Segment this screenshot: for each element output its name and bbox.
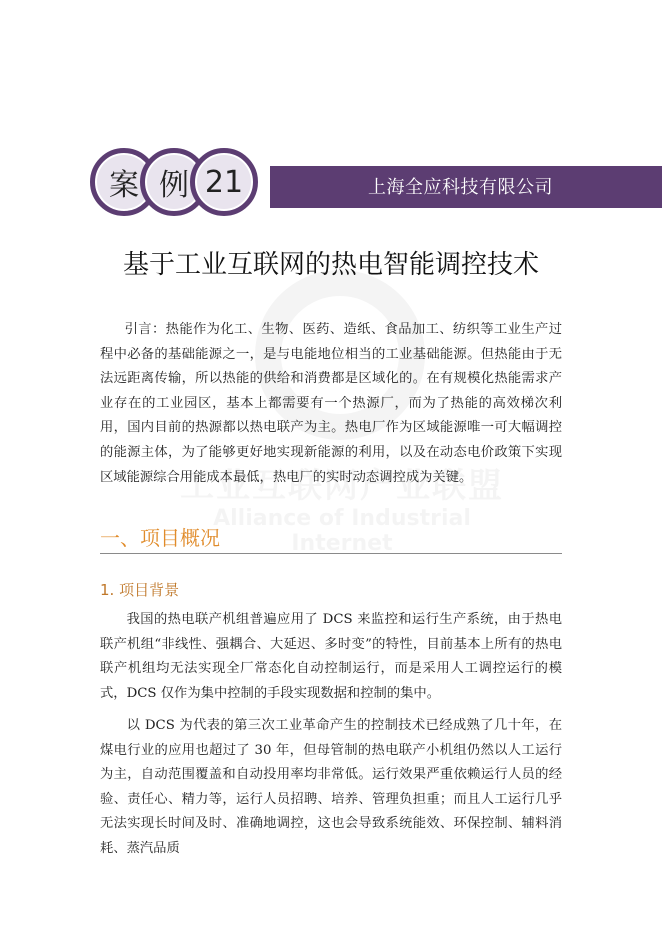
intro-paragraph: 引言：热能作为化工、生物、医药、造纸、食品加工、纺织等工业生产过程中必备的基础能源之一，是与电能地位相当的工业基础能源。但热能由于无法远距离传输，所以热能的供给和消费都是区域化的。在有规模化热能需求产业存在的工业园区，基本上都需要有一个热源厂，而为了热能的高效梯次利用，国内目前的热源都以热电联产为主。热电厂作为区域能源唯一可大幅调控的能源主体，为了能够更好地实现新能源的利用，以及在动态电价政策下实现区域能源综合用能成本最低，热电厂的实时动态调控成为关键。 [100, 322, 562, 485]
watermark-english [172, 506, 512, 556]
case-char-circle: 案 [90, 148, 158, 216]
case-number-circle: 21 [190, 148, 258, 216]
company-name: 上海全应科技有限公司 [368, 177, 553, 198]
section-divider [100, 553, 562, 554]
case-badge [90, 148, 255, 216]
page-title: 基于工业互联网的热电智能调控技术 [122, 250, 539, 280]
body-paragraph: 我国的热电联产机组普遍应用了 DCS 来监控和运行生产系统，由于热电联产机组“非线性、强耦合、大延迟、多时变”的特性，目前基本上所有的热电联产机组均无法实现全厂常态化自动控制运行，而是采用人工调控运行的模式，DCS 仅作为集中控制的手段实现数据和控制的集中。 [100, 612, 562, 701]
section-heading: 一、项目概况 [100, 526, 220, 550]
body-paragraph: 以 DCS 为代表的第三次工业革命产生的控制技术已经成熟了几十年，在煤电行业的应用也超过了 30 年，但母管制的热电联产小机组仍然以人工运行为主，自动范围覆盖和自动投用率均非常低。运行效果严重依赖运行人员的经验、责任心、精力等，运行人员招聘、培养、管理负担重；而且人工运行几乎无法实现长时间及时、准确地调控，这也会导致系统能效、环保控制、辅料消耗、蒸汽品质 [100, 718, 562, 856]
subsection-heading: 1. 项目背景 [100, 581, 180, 599]
case-char-circle: 例 [140, 148, 208, 216]
